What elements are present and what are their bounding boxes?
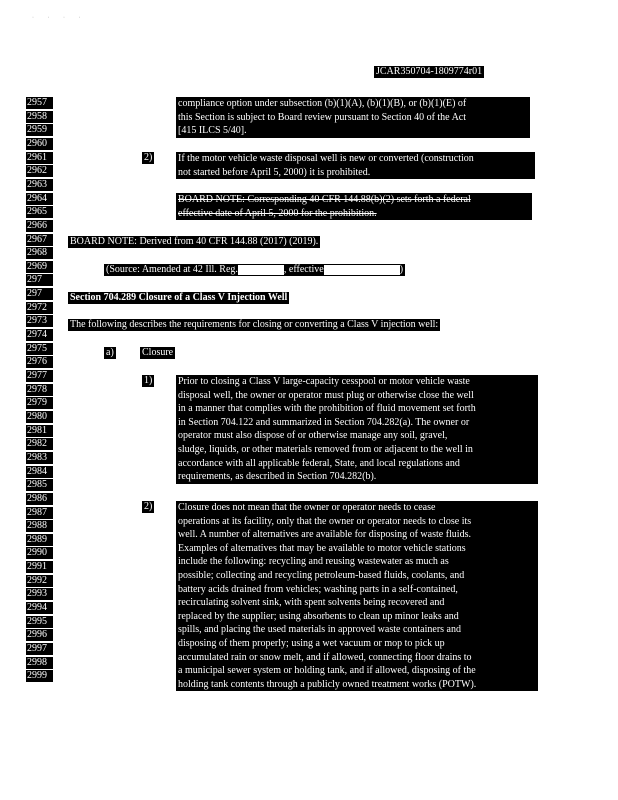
line-number: 2985: [26, 479, 53, 491]
source-prefix: (Source: Amended at 42 Ill. Reg.: [106, 264, 238, 275]
line-number: 2977: [26, 370, 53, 382]
line-number: 2974: [26, 329, 53, 341]
blank-field: [238, 265, 284, 275]
line-number: 2980: [26, 411, 53, 423]
line-number: 2987: [26, 507, 53, 519]
text-line: accordance with all applicable federal, State, and local regulations and: [178, 457, 460, 469]
text-line: [415 ILCS 5/40].: [178, 125, 247, 137]
line-number: 2989: [26, 534, 53, 546]
line-number: 2973: [26, 315, 53, 327]
line-number: 2964: [26, 193, 53, 205]
item-label: 1): [144, 375, 153, 386]
line-number: 2972: [26, 302, 53, 314]
text-line: operator must also dispose of or otherwise manage any soil, gravel,: [178, 430, 448, 442]
line-number: 297: [26, 288, 53, 300]
line-number: 2998: [26, 657, 53, 669]
text-line: in a manner that complies with the prohibition of fluid movement set forth: [178, 403, 476, 415]
paragraph-compliance-option: [176, 97, 530, 138]
line-number: 2960: [26, 138, 53, 150]
line-number: 2975: [26, 343, 53, 355]
line-number: 2999: [26, 670, 53, 682]
blank-field: [324, 265, 400, 275]
line-number: 2996: [26, 629, 53, 641]
text-line: Examples of alternatives that may be available to motor vehicle stations: [178, 542, 466, 554]
text-line: operations at its facility, only that the owner or operator needs to close its: [178, 515, 472, 527]
line-number: 2981: [26, 425, 53, 437]
text-line: possible; collecting and recycling petroleum-based fluids, coolants, and: [178, 569, 465, 581]
line-number: 2997: [26, 643, 53, 655]
line-number: 2959: [26, 124, 53, 136]
text-line: accumulated rain or snow melt, and if allowed, connecting floor drains to: [178, 651, 472, 663]
line-number: 2978: [26, 384, 53, 396]
text-line: effective date of April 5, 2000 for the prohibition.: [178, 207, 377, 219]
document-id-header: JCAR350704-1809774r01: [376, 66, 483, 77]
subsection-title: Closure: [142, 347, 174, 358]
scan-speckles: · · · ·: [32, 15, 87, 21]
text-line: well. A number of alternatives are available for disposing of waste fluids.: [178, 529, 471, 541]
line-number: 2988: [26, 520, 53, 532]
text-line: If the motor vehicle waste disposal well is new or converted (construction: [178, 153, 474, 164]
source-suffix: ): [399, 264, 404, 275]
text-line: spills, and placing the used materials in approved waste containers and: [178, 624, 461, 636]
line-number: 2965: [26, 206, 53, 218]
line-number: 2968: [26, 247, 53, 259]
line-number: 2984: [26, 466, 53, 478]
line-number: 2961: [26, 152, 53, 164]
line-number: 297: [26, 274, 53, 286]
text-line: battery acids drained from vehicles; washing parts in a self-contained,: [178, 583, 458, 595]
struck-board-note: [176, 193, 532, 220]
line-number: 2963: [26, 179, 53, 191]
intro-sentence: The following describes the requirements for closing or converting a Class V injection well:: [70, 319, 439, 330]
paragraph-closure-requirements: [176, 375, 538, 484]
line-number: 2994: [26, 602, 53, 614]
source-note: [104, 264, 405, 276]
item-label: 2): [144, 152, 153, 163]
line-number: 2979: [26, 397, 53, 409]
line-number: 2993: [26, 588, 53, 600]
line-number: 2958: [26, 111, 53, 123]
line-number: 2969: [26, 261, 53, 273]
text-line: holding tank contents through a publicly owned treatment works (POTW).: [178, 678, 477, 690]
text-line: not started before April 5, 2000) it is prohibited.: [178, 166, 371, 178]
text-line: compliance option under subsection (b)(1)(A), (b)(1)(B), or (b)(1)(E) of: [178, 98, 467, 109]
subsection-label: a): [106, 347, 114, 358]
text-line: Prior to closing a Class V large-capacity cesspool or motor vehicle waste: [178, 376, 470, 387]
text-line: BOARD NOTE: Corresponding 40 CFR 144.88(b)(2) sets forth a federal: [178, 194, 471, 205]
text-line: a municipal sewer system or holding tank, and if allowed, disposing of the: [178, 665, 476, 677]
text-line: this Section is subject to Board review pursuant to Section 40 of the Act: [178, 111, 467, 123]
board-note: BOARD NOTE: Derived from 40 CFR 144.88 (2017) (2019).: [70, 236, 319, 247]
line-number: 2991: [26, 561, 53, 573]
line-number: 2957: [26, 97, 53, 109]
section-heading: Section 704.289 Closure of a Class V Injection Well: [70, 292, 288, 303]
line-number: 2990: [26, 547, 53, 559]
line-number: 2995: [26, 616, 53, 628]
line-number: 2986: [26, 493, 53, 505]
paragraph-new-well-prohibited: [176, 152, 535, 179]
text-line: requirements, as described in Section 704.282(b).: [178, 471, 377, 483]
text-line: sludge, liquids, or other materials removed from or adjacent to the well in: [178, 443, 473, 455]
text-line: disposing of them properly; using a wet vacuum or mop to pick up: [178, 637, 445, 649]
text-line: recirculating solvent sink, with spent solvents being recovered and: [178, 597, 445, 609]
text-line: include the following: recycling and reusing wastewater as much as: [178, 556, 449, 568]
line-number: 2992: [26, 575, 53, 587]
text-line: disposal well, the owner or operator must plug or otherwise close the well: [178, 389, 474, 401]
text-line: replaced by the supplier; using absorbents to clean up minor leaks and: [178, 610, 459, 622]
line-number: 2966: [26, 220, 53, 232]
line-number: 2983: [26, 452, 53, 464]
line-number: 2967: [26, 234, 53, 246]
paragraph-closure-alternatives: [176, 501, 538, 691]
source-middle: , effective: [283, 264, 324, 275]
line-number: 2962: [26, 165, 53, 177]
line-number: 2976: [26, 356, 53, 368]
line-number: 2982: [26, 438, 53, 450]
item-label: 2): [144, 501, 153, 512]
text-line: Closure does not mean that the owner or operator needs to cease: [178, 502, 436, 513]
text-line: in Section 704.122 and summarized in Section 704.282(a). The owner or: [178, 416, 470, 428]
